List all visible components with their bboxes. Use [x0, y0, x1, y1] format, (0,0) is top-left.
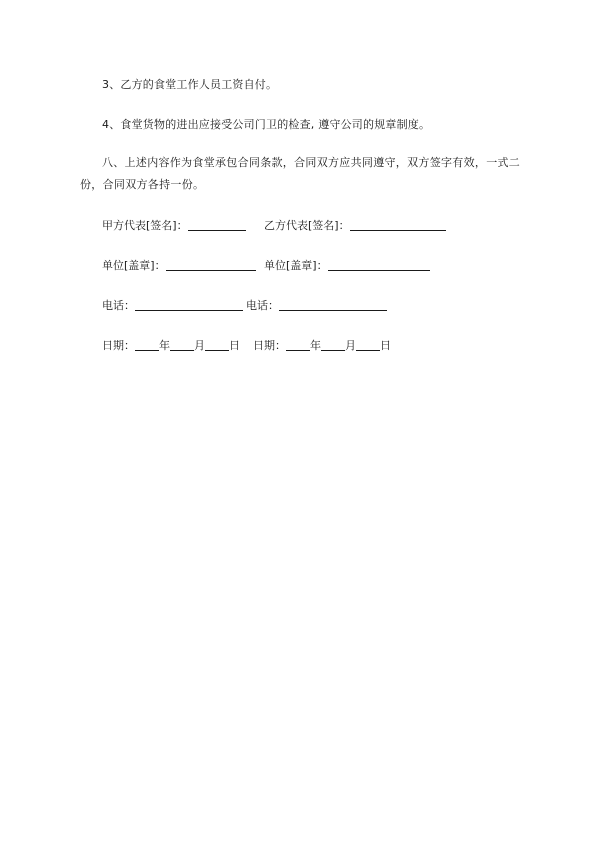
party-b-phone-label: 电话： [246, 299, 279, 312]
clause-3: 3、乙方的食堂工作人员工资自付。 [102, 78, 278, 91]
party-a-month-blank[interactable] [170, 338, 194, 351]
party-a-unit-blank[interactable] [166, 258, 256, 271]
party-b-phone-blank[interactable] [279, 298, 387, 311]
party-a-phone-label: 电话： [102, 299, 135, 312]
party-a-unit-line [102, 258, 256, 273]
party-b-date-line [253, 338, 391, 353]
party-b-rep-label: 乙方代表[签名]： [264, 219, 350, 232]
clause-4: 4、食堂货物的进出应接受公司门卫的检查, 遵守公司的规章制度。 [102, 118, 431, 131]
party-a-representative-line [102, 218, 246, 233]
party-a-date-line [102, 338, 240, 353]
party-a-rep-blank[interactable] [188, 218, 246, 231]
party-a-phone-blank[interactable] [135, 298, 243, 311]
party-a-day-blank[interactable] [205, 338, 229, 351]
party-a-date-label: 日期： [102, 339, 135, 352]
party-a-year-label: 年 [159, 339, 170, 352]
party-b-day-blank[interactable] [356, 338, 380, 351]
party-a-month-label: 月 [194, 339, 205, 352]
party-b-unit-blank[interactable] [328, 258, 430, 271]
party-b-unit-label: 单位[盖章]： [264, 259, 328, 272]
party-b-unit-line [264, 258, 430, 273]
party-b-date-label: 日期： [253, 339, 286, 352]
party-b-month-label: 月 [345, 339, 356, 352]
party-b-year-blank[interactable] [286, 338, 310, 351]
party-a-day-label: 日 [229, 339, 240, 352]
party-b-day-label: 日 [380, 339, 391, 352]
clause-8: 八、上述内容作为食堂承包合同条款，合同双方应共同遵守，双方签字有效，一式二份，合同双方各持一份。 [80, 156, 521, 191]
party-a-phone-line [102, 298, 243, 313]
party-b-year-label: 年 [310, 339, 321, 352]
party-a-year-blank[interactable] [135, 338, 159, 351]
party-a-rep-label: 甲方代表[签名]： [102, 219, 188, 232]
party-b-phone-line [246, 298, 387, 313]
party-b-rep-blank[interactable] [350, 218, 446, 231]
party-b-representative-line [264, 218, 446, 233]
party-a-unit-label: 单位[盖章]： [102, 259, 166, 272]
party-b-month-blank[interactable] [321, 338, 345, 351]
